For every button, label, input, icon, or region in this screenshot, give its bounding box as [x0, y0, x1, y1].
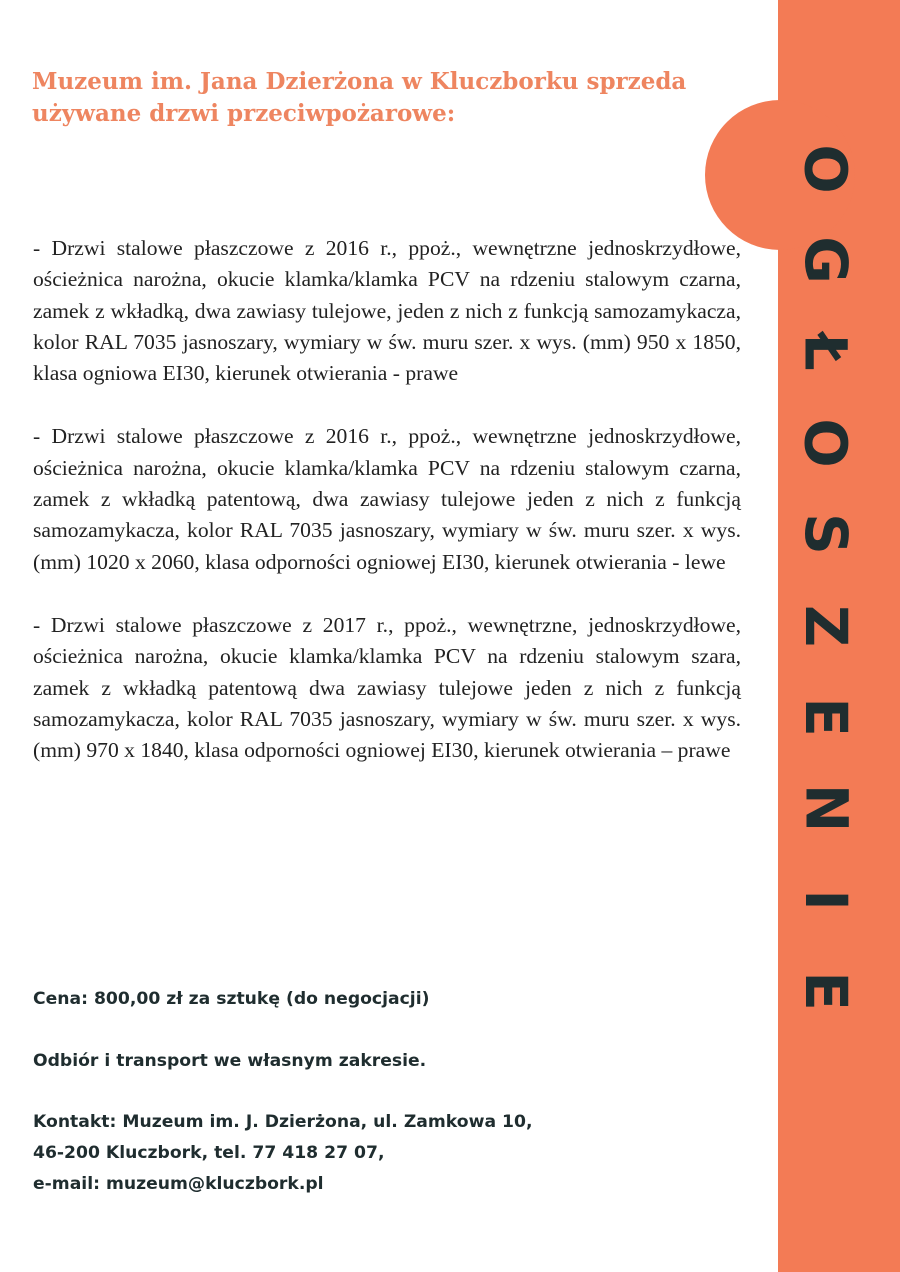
price-line: Cena: 800,00 zł za sztukę (do negocjacji)	[33, 989, 430, 1009]
title-letter: S	[792, 513, 860, 556]
title-letter: G	[791, 236, 860, 285]
title-letter: I	[792, 888, 860, 911]
title-letter: O	[792, 144, 860, 194]
door-items-list	[33, 233, 741, 798]
title-letter: O	[792, 418, 860, 468]
door-item-3: - Drzwi stalowe płaszczowe z 2017 r., ppoż., wewnętrzne, jednoskrzydłowe, ościeżnica narożna, okucie klamka/klamka PCV na rdzeniu stalowym szara, zamek z wkładką patentową dwa zawiasy tulejowe jeden z nich z funkcją samozamykacza, kolor RAL 7035 jasnoszary, wymiary w św. muru szer. x wys. (mm) 970 x 1840, klasa odporności ogniowej EI30, kierunek otwierania – prawe	[33, 612, 741, 763]
announcement-heading: Muzeum im. Jana Dzierżona w Kluczborku sprzeda używane drzwi przeciwpożarowe:	[32, 68, 687, 127]
pickup-line: Odbiór i transport we własnym zakresie.	[33, 1051, 427, 1071]
contact-line-3: e-mail: muzeum@kluczbork.pl	[33, 1174, 324, 1194]
title-letter: E	[792, 971, 860, 1011]
title-letter: N	[791, 784, 860, 833]
vertical-title-ogloszenie	[778, 140, 874, 1020]
title-letter: E	[792, 697, 860, 737]
title-letter: Ł	[792, 333, 860, 371]
contact-block	[33, 1107, 532, 1200]
title-letter: Z	[792, 604, 860, 647]
contact-line-2: 46-200 Kluczbork, tel. 77 418 27 07,	[33, 1143, 385, 1163]
contact-line-1: Kontakt: Muzeum im. J. Dzierżona, ul. Zamkowa 10,	[33, 1112, 533, 1132]
door-item-2: - Drzwi stalowe płaszczowe z 2016 r., ppoż., wewnętrzne jednoskrzydłowe, ościeżnica narożna, okucie klamka/klamka PCV na rdzeniu stalowym czarna, zamek z wkładką patentową, dwa zawiasy tulejowe jeden z nich z funkcją samozamykacza, kolor RAL 7035 jasnoszary, wymiary w św. muru szer. x wys. (mm) 1020 x 2060, klasa odporności ogniowej EI30, kierunek otwierania - lewe	[33, 424, 741, 574]
door-item-1: - Drzwi stalowe płaszczowe z 2016 r., ppoż., wewnętrzne jednoskrzydłowe, ościeżnica narożna, okucie klamka/klamka PCV na rdzeniu stalowym czarna, zamek z wkładką, dwa zawiasy tulejowe, jeden z nich z funkcją samozamykacza, kolor RAL 7035 jasnoszary, wymiary w św. muru szer. x wys. (mm) 950 x 1850, klasa ogniowa EI30, kierunek otwierania - prawe	[33, 236, 741, 386]
